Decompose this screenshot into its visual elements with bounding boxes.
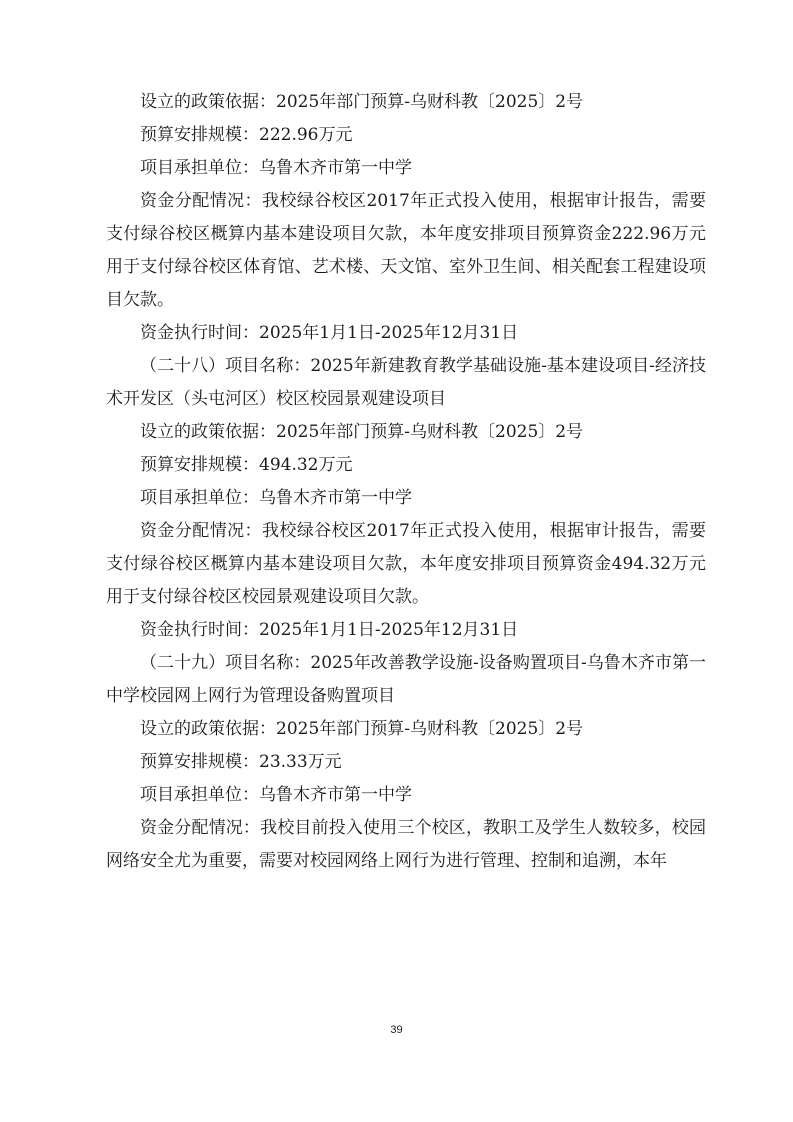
budget-scale-3: 预算安排规模：23.33万元 (140, 752, 342, 772)
fund-allocation-1: 资金分配情况：我校绿谷校区2017年正式投入使用，根据审计报告，需要支付绿谷校区概算内基本建设项目欠款，本年度安排项目预算资金222.96万元用于支付绿谷校区体育馆、艺术楼、天文馆、室外卫生间、相关配套工程建设项目欠款。 (106, 191, 706, 310)
undertaking-unit-3: 项目承担单位：乌鲁木齐市第一中学 (140, 785, 412, 805)
execution-time-2: 资金执行时间：2025年1月1日-2025年12月31日 (140, 620, 519, 640)
body-text (106, 86, 706, 878)
fund-allocation-3: 资金分配情况：我校目前投入使用三个校区，教职工及学生人数较多，校园网络安全尤为重要，需要对校园网络上网行为进行管理、控制和追溯，本年 (106, 818, 706, 871)
policy-basis-1: 设立的政策依据：2025年部门预算-乌财科教〔2025〕2号 (140, 92, 584, 112)
undertaking-unit-1: 项目承担单位：乌鲁木齐市第一中学 (140, 158, 412, 178)
policy-basis-3: 设立的政策依据：2025年部门预算-乌财科教〔2025〕2号 (140, 719, 584, 739)
budget-scale-1: 预算安排规模：222.96万元 (140, 125, 353, 145)
fund-allocation-2: 资金分配情况：我校绿谷校区2017年正式投入使用，根据审计报告，需要支付绿谷校区概算内基本建设项目欠款，本年度安排项目预算资金494.32万元用于支付绿谷校区校园景观建设项目欠款。 (106, 521, 706, 607)
policy-basis-2: 设立的政策依据：2025年部门预算-乌财科教〔2025〕2号 (140, 422, 584, 442)
budget-scale-2: 预算安排规模：494.32万元 (140, 455, 353, 475)
execution-time-1: 资金执行时间：2025年1月1日-2025年12月31日 (140, 323, 519, 343)
page-number: 39 (390, 1024, 403, 1036)
project-name-29: （二十九）项目名称：2025年改善教学设施-设备购置项目-乌鲁木齐市第一中学校园网上网行为管理设备购置项目 (106, 653, 706, 706)
undertaking-unit-2: 项目承担单位：乌鲁木齐市第一中学 (140, 488, 412, 508)
project-name-28: （二十八）项目名称：2025年新建教育教学基础设施-基本建设项目-经济技术开发区（头屯河区）校区校园景观建设项目 (106, 356, 706, 409)
